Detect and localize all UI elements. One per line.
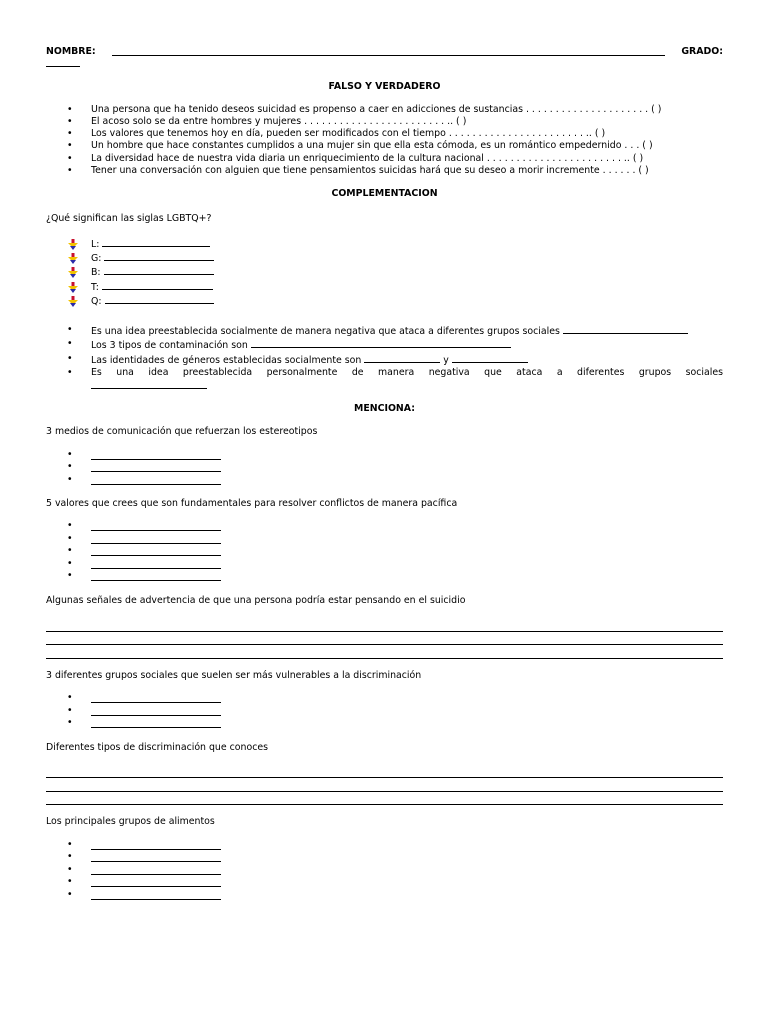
question-discrimination-types: Diferentes tipos de discriminación que conoces xyxy=(46,741,268,753)
list-item xyxy=(46,294,723,308)
answer-line[interactable] xyxy=(46,792,723,806)
answer-blank[interactable] xyxy=(91,379,207,389)
answer-blank[interactable] xyxy=(91,861,221,862)
bullet-icon: • xyxy=(67,473,73,485)
list-item xyxy=(46,463,723,476)
answer-list xyxy=(46,838,723,904)
list-item xyxy=(46,719,723,732)
arrow-down-icon xyxy=(68,282,78,293)
answer-blank[interactable] xyxy=(105,294,214,304)
list-item xyxy=(46,888,723,904)
list-item xyxy=(46,694,723,707)
answer-blank[interactable] xyxy=(563,324,688,334)
question-warning-signs: Algunas señales de advertencia de que una persona podría estar pensando en el suicidio xyxy=(46,594,466,606)
list-item xyxy=(46,522,723,535)
bullet-icon: • xyxy=(67,888,73,900)
answer-blank[interactable] xyxy=(91,886,221,887)
fill-in-statement: Es una idea preestablecida personalmente de manera negativa que ataca a diferentes grupos sociales xyxy=(91,366,723,378)
answer-blank[interactable] xyxy=(102,280,213,290)
answer-line[interactable] xyxy=(46,778,723,792)
true-false-statement: Un hombre que hace constantes cumplidos a una mujer sin que ella esta cómoda, es un romántico empedernido . . . ( ) xyxy=(91,140,653,152)
arrow-down-icon xyxy=(68,267,78,278)
bullet-icon: • xyxy=(67,115,73,127)
nombre-label: NOMBRE: xyxy=(46,46,96,57)
answer-blank[interactable] xyxy=(364,353,440,363)
list-item xyxy=(46,116,723,128)
list-item xyxy=(46,353,723,367)
answer-line[interactable] xyxy=(46,632,723,646)
true-false-statement: Tener una conversación con alguien que tiene pensamientos suicidas hará que su deseo a morir incremente . . . . . . ( ) xyxy=(91,165,649,177)
answer-blank[interactable] xyxy=(91,702,221,703)
list-item xyxy=(46,280,723,294)
lgbtq-question: ¿Qué significan las siglas LGBTQ+? xyxy=(46,212,212,224)
true-false-statement: Una persona que ha tenido deseos suicidad es propenso a caer en adicciones de sustancias . . . . . . . . . . . . . . . . . . . . . ( ) xyxy=(91,103,662,115)
list-item xyxy=(46,532,723,548)
answer-blank[interactable] xyxy=(104,251,214,261)
question-media: 3 medios de comunicación que refuerzan los estereotipos xyxy=(46,426,318,438)
list-item xyxy=(46,448,723,464)
answer-blank[interactable] xyxy=(102,237,210,247)
answer-blank[interactable] xyxy=(251,338,511,348)
true-false-statement: El acoso solo se da entre hombres y mujeres . . . . . . . . . . . . . . . . . . . . . . . . .. ( ) xyxy=(91,115,467,127)
falso-verdadero-title: FALSO Y VERDADERO xyxy=(328,81,441,93)
bullet-icon: • xyxy=(67,323,73,335)
arrow-down-icon xyxy=(68,239,78,250)
bullet-icon: • xyxy=(67,338,73,350)
arrow-down-icon xyxy=(68,296,78,307)
bullet-icon: • xyxy=(67,717,73,729)
list-item xyxy=(46,104,723,116)
answer-blank[interactable] xyxy=(91,874,221,875)
bullet-icon: • xyxy=(67,876,73,888)
fill-in-statement: Los 3 tipos de contaminación son xyxy=(91,340,248,352)
acronym-letter: G: xyxy=(91,253,102,265)
bullet-icon: • xyxy=(67,165,73,177)
list-item xyxy=(46,128,723,140)
list-item xyxy=(46,572,723,585)
bullet-icon: • xyxy=(67,704,73,716)
conjunction: y xyxy=(443,354,449,366)
acronym-letter: Q: xyxy=(91,295,102,307)
grado-field[interactable] xyxy=(46,58,80,67)
true-false-statement: La diversidad hace de nuestra vida diaria un enriquecimiento de la cultura nacional . . . . . . . . . . . . . . . . . . . . . . . .. ( ) xyxy=(91,152,644,164)
arrow-down-icon xyxy=(68,253,78,264)
bullet-icon: • xyxy=(67,128,73,140)
answer-line[interactable] xyxy=(46,618,723,632)
acronym-letter: T: xyxy=(91,281,99,293)
answer-lines xyxy=(46,765,723,806)
answer-blank[interactable] xyxy=(91,727,221,728)
answer-blank[interactable] xyxy=(91,543,221,544)
acronym-letter: B: xyxy=(91,267,101,279)
list-item xyxy=(46,324,723,338)
answer-blank[interactable] xyxy=(91,555,221,556)
list-item xyxy=(46,153,723,165)
bullet-icon: • xyxy=(67,103,73,115)
list-item xyxy=(46,237,723,251)
list-item xyxy=(46,547,723,560)
bullet-icon: • xyxy=(67,461,73,473)
fill-in-statement: Es una idea preestablecida socialmente de manera negativa que ataca a diferentes grupos sociales xyxy=(91,325,560,337)
list-item xyxy=(46,704,723,720)
answer-blank[interactable] xyxy=(91,849,221,850)
answer-blank[interactable] xyxy=(91,715,221,716)
menciona-title: MENCIONA: xyxy=(354,403,415,415)
list-item xyxy=(46,251,723,265)
bullet-icon: • xyxy=(67,851,73,863)
list-item xyxy=(46,473,723,489)
worksheet xyxy=(46,46,723,903)
list-item xyxy=(46,265,723,279)
list-item xyxy=(46,140,723,152)
nombre-field[interactable] xyxy=(112,46,666,56)
bullet-icon: • xyxy=(67,545,73,557)
question-vulnerable-groups: 3 diferentes grupos sociales que suelen ser más vulnerables a la discriminación xyxy=(46,669,422,681)
bullet-icon: • xyxy=(67,152,73,164)
list-item xyxy=(46,557,723,573)
bullet-icon: • xyxy=(67,140,73,152)
question-food-groups: Los principales grupos de alimentos xyxy=(46,816,215,828)
answer-line[interactable] xyxy=(46,645,723,659)
list-item xyxy=(46,863,723,879)
bullet-icon: • xyxy=(67,520,73,532)
fill-in-list xyxy=(46,324,723,389)
answer-line[interactable] xyxy=(46,765,723,779)
answer-blank[interactable] xyxy=(91,530,221,531)
true-false-statement: Los valores que tenemos hoy en día, pueden ser modificados con el tiempo . . . . . . . . . . . . . . . . . . . . . . . .. ( ) xyxy=(91,128,606,140)
answer-list xyxy=(46,522,723,585)
answer-blank[interactable] xyxy=(91,899,221,900)
acronym-letter: L: xyxy=(91,238,100,250)
bullet-icon: • xyxy=(67,532,73,544)
bullet-icon: • xyxy=(67,692,73,704)
header xyxy=(46,46,723,58)
answer-blank[interactable] xyxy=(104,265,214,275)
list-item xyxy=(46,367,723,389)
bullet-icon: • xyxy=(67,557,73,569)
complementacion-title: COMPLEMENTACION xyxy=(331,188,438,200)
answer-list xyxy=(46,694,723,732)
bullet-icon: • xyxy=(67,838,73,850)
bullet-icon: • xyxy=(67,570,73,582)
answer-list xyxy=(46,448,723,489)
question-values: 5 valores que crees que son fundamentales para resolver conflictos de manera pacífica xyxy=(46,498,458,510)
answer-blank[interactable] xyxy=(452,353,528,363)
answer-blank[interactable] xyxy=(91,484,221,485)
answer-blank[interactable] xyxy=(91,471,221,472)
list-item xyxy=(46,338,723,352)
grado-label: GRADO: xyxy=(681,46,723,57)
fill-in-statement: Las identidades de géneros establecidas socialmente son xyxy=(91,354,362,366)
answer-blank[interactable] xyxy=(91,580,221,581)
list-item xyxy=(46,838,723,854)
bullet-icon: • xyxy=(67,448,73,460)
bullet-icon: • xyxy=(67,366,73,378)
bullet-icon: • xyxy=(67,352,73,364)
answer-blank[interactable] xyxy=(91,459,221,460)
list-item xyxy=(46,878,723,891)
true-false-list xyxy=(46,104,723,178)
list-item xyxy=(46,853,723,866)
list-item xyxy=(46,165,723,177)
acronym-list xyxy=(46,237,723,308)
answer-blank[interactable] xyxy=(91,568,221,569)
bullet-icon: • xyxy=(67,863,73,875)
answer-lines xyxy=(46,618,723,659)
